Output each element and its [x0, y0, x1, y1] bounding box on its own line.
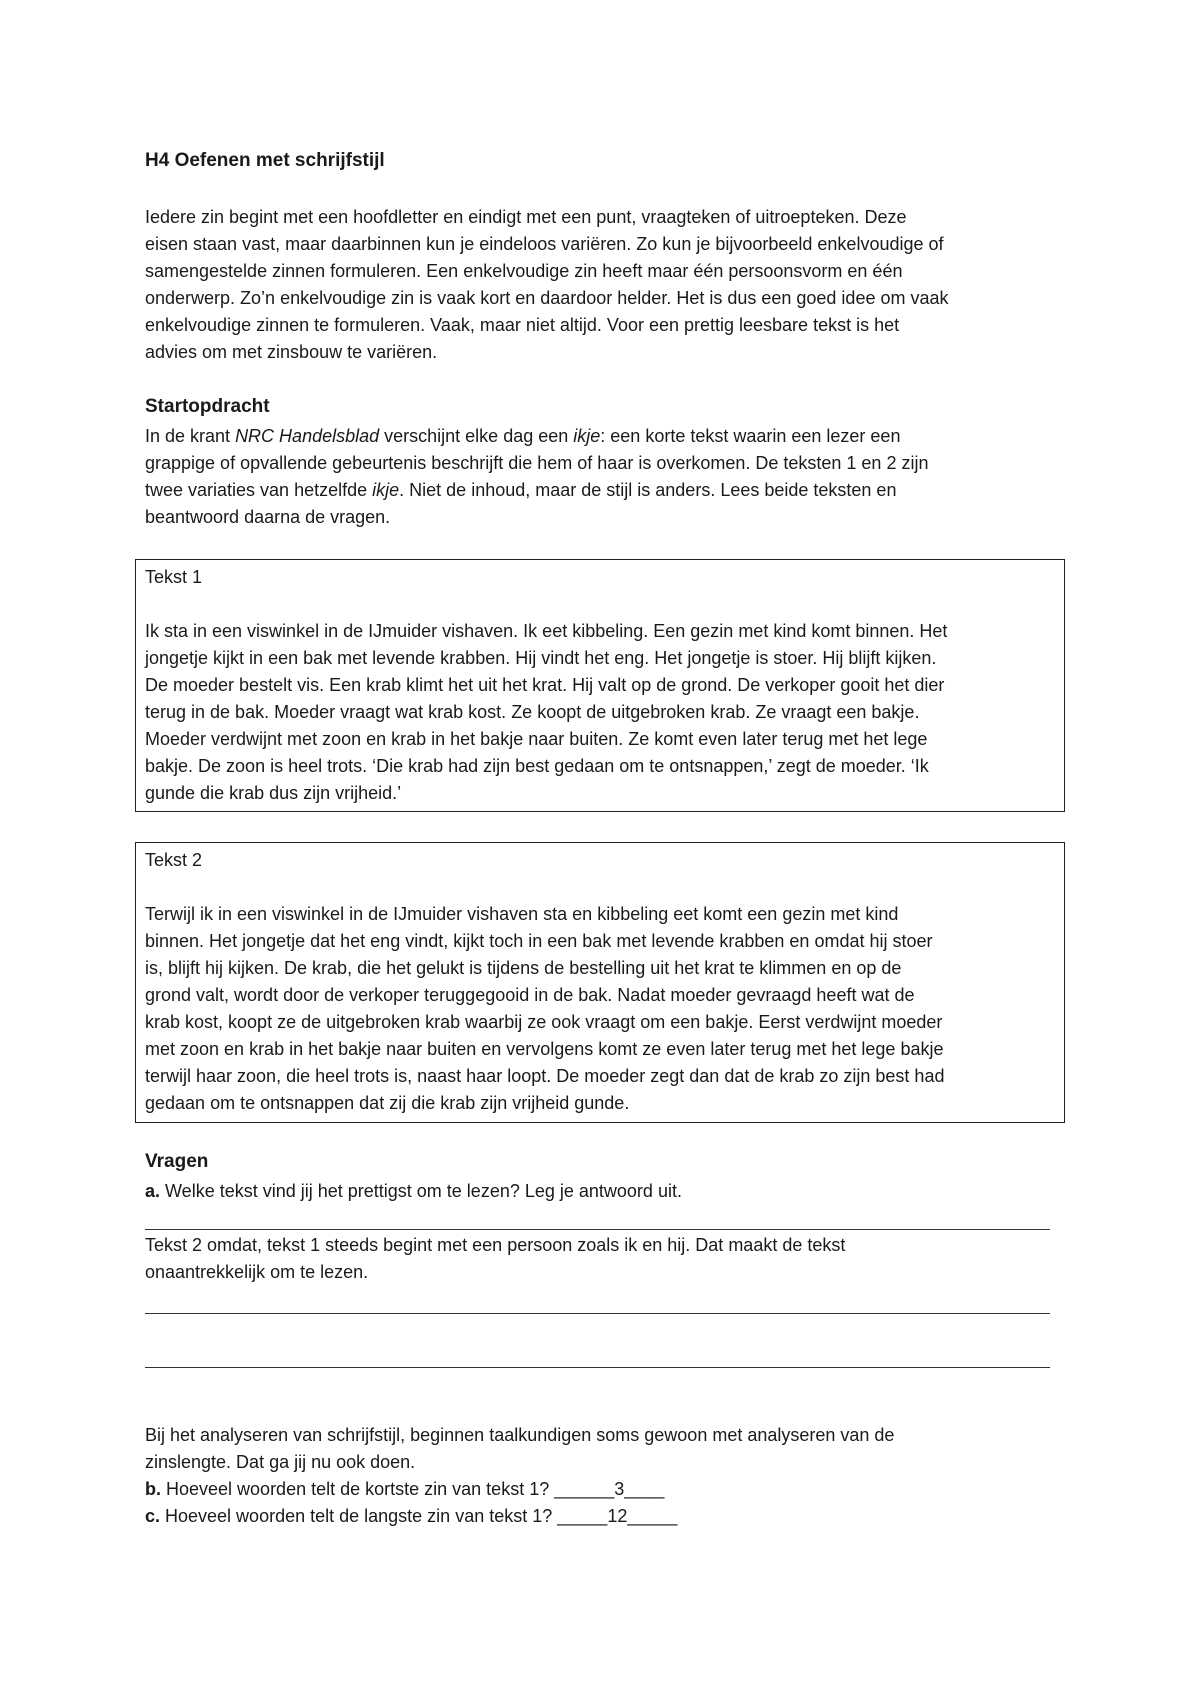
tekst-2-body	[145, 901, 1054, 1117]
startopdracht-line: beantwoord daarna de vragen.	[145, 507, 391, 527]
tekst-2-line: terwijl haar zoon, die heel trots is, naast haar loopt. De moeder zegt dan dat de krab zo zijn best had	[145, 1066, 945, 1086]
tekst-2-line: met zoon en krab in het bakje naar buiten en vervolgens komt ze even later terug met het lege bakje	[145, 1039, 944, 1059]
question-a-letter: a.	[145, 1181, 161, 1201]
answer-a-text	[145, 1232, 845, 1286]
intro-line: samengestelde zinnen formuleren. Een enkelvoudige zin heeft maar één persoonsvorm en één	[145, 261, 903, 281]
question-a-line	[145, 1178, 682, 1205]
question-c-answer[interactable]: _____12_____	[557, 1506, 678, 1526]
ikje-term: ikje	[372, 480, 400, 500]
question-c-letter: c.	[145, 1506, 161, 1526]
tekst-1-line: De moeder bestelt vis. Een krab klimt het uit het krat. Hij valt op de grond. De verkoper gooit het dier	[145, 675, 945, 695]
text-segment: . Niet de inhoud, maar de stijl is anders. Lees beide teksten en	[399, 480, 897, 500]
vragen-heading: Vragen	[145, 1151, 209, 1172]
tekst-1-line: Moeder verdwijnt met zoon en krab in het bakje naar buiten. Ze komt even later terug met het lege	[145, 729, 928, 749]
startopdracht-heading: Startopdracht	[145, 396, 270, 417]
tekst-1-body	[145, 618, 1054, 807]
question-c-text: Hoeveel woorden telt de langste zin van tekst 1?	[160, 1506, 558, 1526]
question-c	[145, 1503, 894, 1530]
question-b-text: Hoeveel woorden telt de kortste zin van tekst 1?	[161, 1479, 555, 1499]
intro-line: enkelvoudige zinnen te formuleren. Vaak, maar niet altijd. Voor een prettig leesbare tekst is het	[145, 315, 900, 335]
tekst-2-label: Tekst 2	[145, 850, 203, 870]
answer-a-line: onaantrekkelijk om te lezen.	[145, 1262, 369, 1282]
intro-line: advies om met zinsbouw te variëren.	[145, 342, 438, 362]
text-segment: : een korte tekst waarin een lezer een	[600, 426, 901, 446]
tekst-1-line: bakje. De zoon is heel trots. ‘Die krab had zijn best gedaan om te ontsnappen,’ zegt de moeder. ‘Ik	[145, 756, 929, 776]
intro-line: eisen staan vast, maar daarbinnen kun je eindeloos variëren. Zo kun je bijvoorbeeld enkelvoudige of	[145, 234, 944, 254]
startopdracht-line: grappige of opvallende gebeurtenis beschrijft die hem of haar is overkomen. De teksten 1 en 2 zijn	[145, 453, 929, 473]
tekst-2-line: krab kost, koopt ze de uitgebroken krab waarbij ze ook vraagt om een bakje. Eerst verdwijnt moeder	[145, 1012, 943, 1032]
tekst-2-box	[135, 842, 1065, 1123]
tekst-2-line: Terwijl ik in een viswinkel in de IJmuider vishaven sta en kibbeling eet komt een gezin met kind	[145, 904, 899, 924]
tekst-1-label: Tekst 1	[145, 567, 203, 587]
intro-paragraph	[145, 204, 949, 366]
tekst-2-line: gedaan om te ontsnappen dat zij die krab zijn vrijheid gunde.	[145, 1093, 630, 1113]
page-title: H4 Oefenen met schrijfstijl	[145, 150, 385, 171]
tekst-1-box	[135, 559, 1065, 812]
tekst-1-line: terug in de bak. Moeder vraagt wat krab kost. Ze koopt de uitgebroken krab. Ze vraagt een bakje.	[145, 702, 920, 722]
startopdracht-line	[145, 477, 928, 504]
answer-line[interactable]	[145, 1313, 1050, 1314]
text-segment: verschijnt elke dag een	[379, 426, 574, 446]
tekst-2-line: grond valt, wordt door de verkoper teruggegooid in de bak. Nadat moeder gevraagd heeft wat de	[145, 985, 915, 1005]
tekst-1-line: Ik sta in een viswinkel in de IJmuider vishaven. Ik eet kibbeling. Een gezin met kind komt binnen. Het	[145, 621, 948, 641]
question-a-text: Welke tekst vind jij het prettigst om te lezen? Leg je antwoord uit.	[160, 1181, 682, 1201]
intro-line: Iedere zin begint met een hoofdletter en eindigt met een punt, vraagteken of uitroepteken. Deze	[145, 207, 907, 227]
tekst-2-line: binnen. Het jongetje dat het eng vindt, kijkt toch in een bak met levende krabben en omdat hij stoer	[145, 931, 933, 951]
question-b-letter: b.	[145, 1479, 161, 1499]
text-segment: twee variaties van hetzelfde	[145, 480, 373, 500]
intro-line: onderwerp. Zo’n enkelvoudige zin is vaak kort en daardoor helder. Het is dus een goed idee om vaak	[145, 288, 949, 308]
tekst-1-line: gunde die krab dus zijn vrijheid.’	[145, 783, 402, 803]
text-segment: In de krant	[145, 426, 236, 446]
analyse-section	[145, 1422, 894, 1530]
question-b-answer[interactable]: ______3____	[554, 1479, 665, 1499]
question-a	[145, 1178, 682, 1205]
ikje-term: ikje	[573, 426, 601, 446]
analyse-line: Bij het analyseren van schrijfstijl, beginnen taalkundigen soms gewoon met analyseren van de	[145, 1425, 895, 1445]
startopdracht-paragraph	[145, 423, 928, 531]
answer-line[interactable]	[145, 1367, 1050, 1368]
newspaper-name: NRC Handelsblad	[235, 426, 380, 446]
answer-line[interactable]	[145, 1229, 1050, 1230]
analyse-line: zinslengte. Dat ga jij nu ook doen.	[145, 1452, 416, 1472]
question-b	[145, 1476, 894, 1503]
startopdracht-line	[145, 423, 928, 450]
tekst-1-line: jongetje kijkt in een bak met levende krabben. Hij vindt het eng. Het jongetje is stoer. Hij blijft kijken.	[145, 648, 937, 668]
tekst-2-line: is, blijft hij kijken. De krab, die het gelukt is tijdens de bestelling uit het krat te klimmen en op de	[145, 958, 902, 978]
answer-a-line: Tekst 2 omdat, tekst 1 steeds begint met een persoon zoals ik en hij. Dat maakt de tekst	[145, 1235, 846, 1255]
